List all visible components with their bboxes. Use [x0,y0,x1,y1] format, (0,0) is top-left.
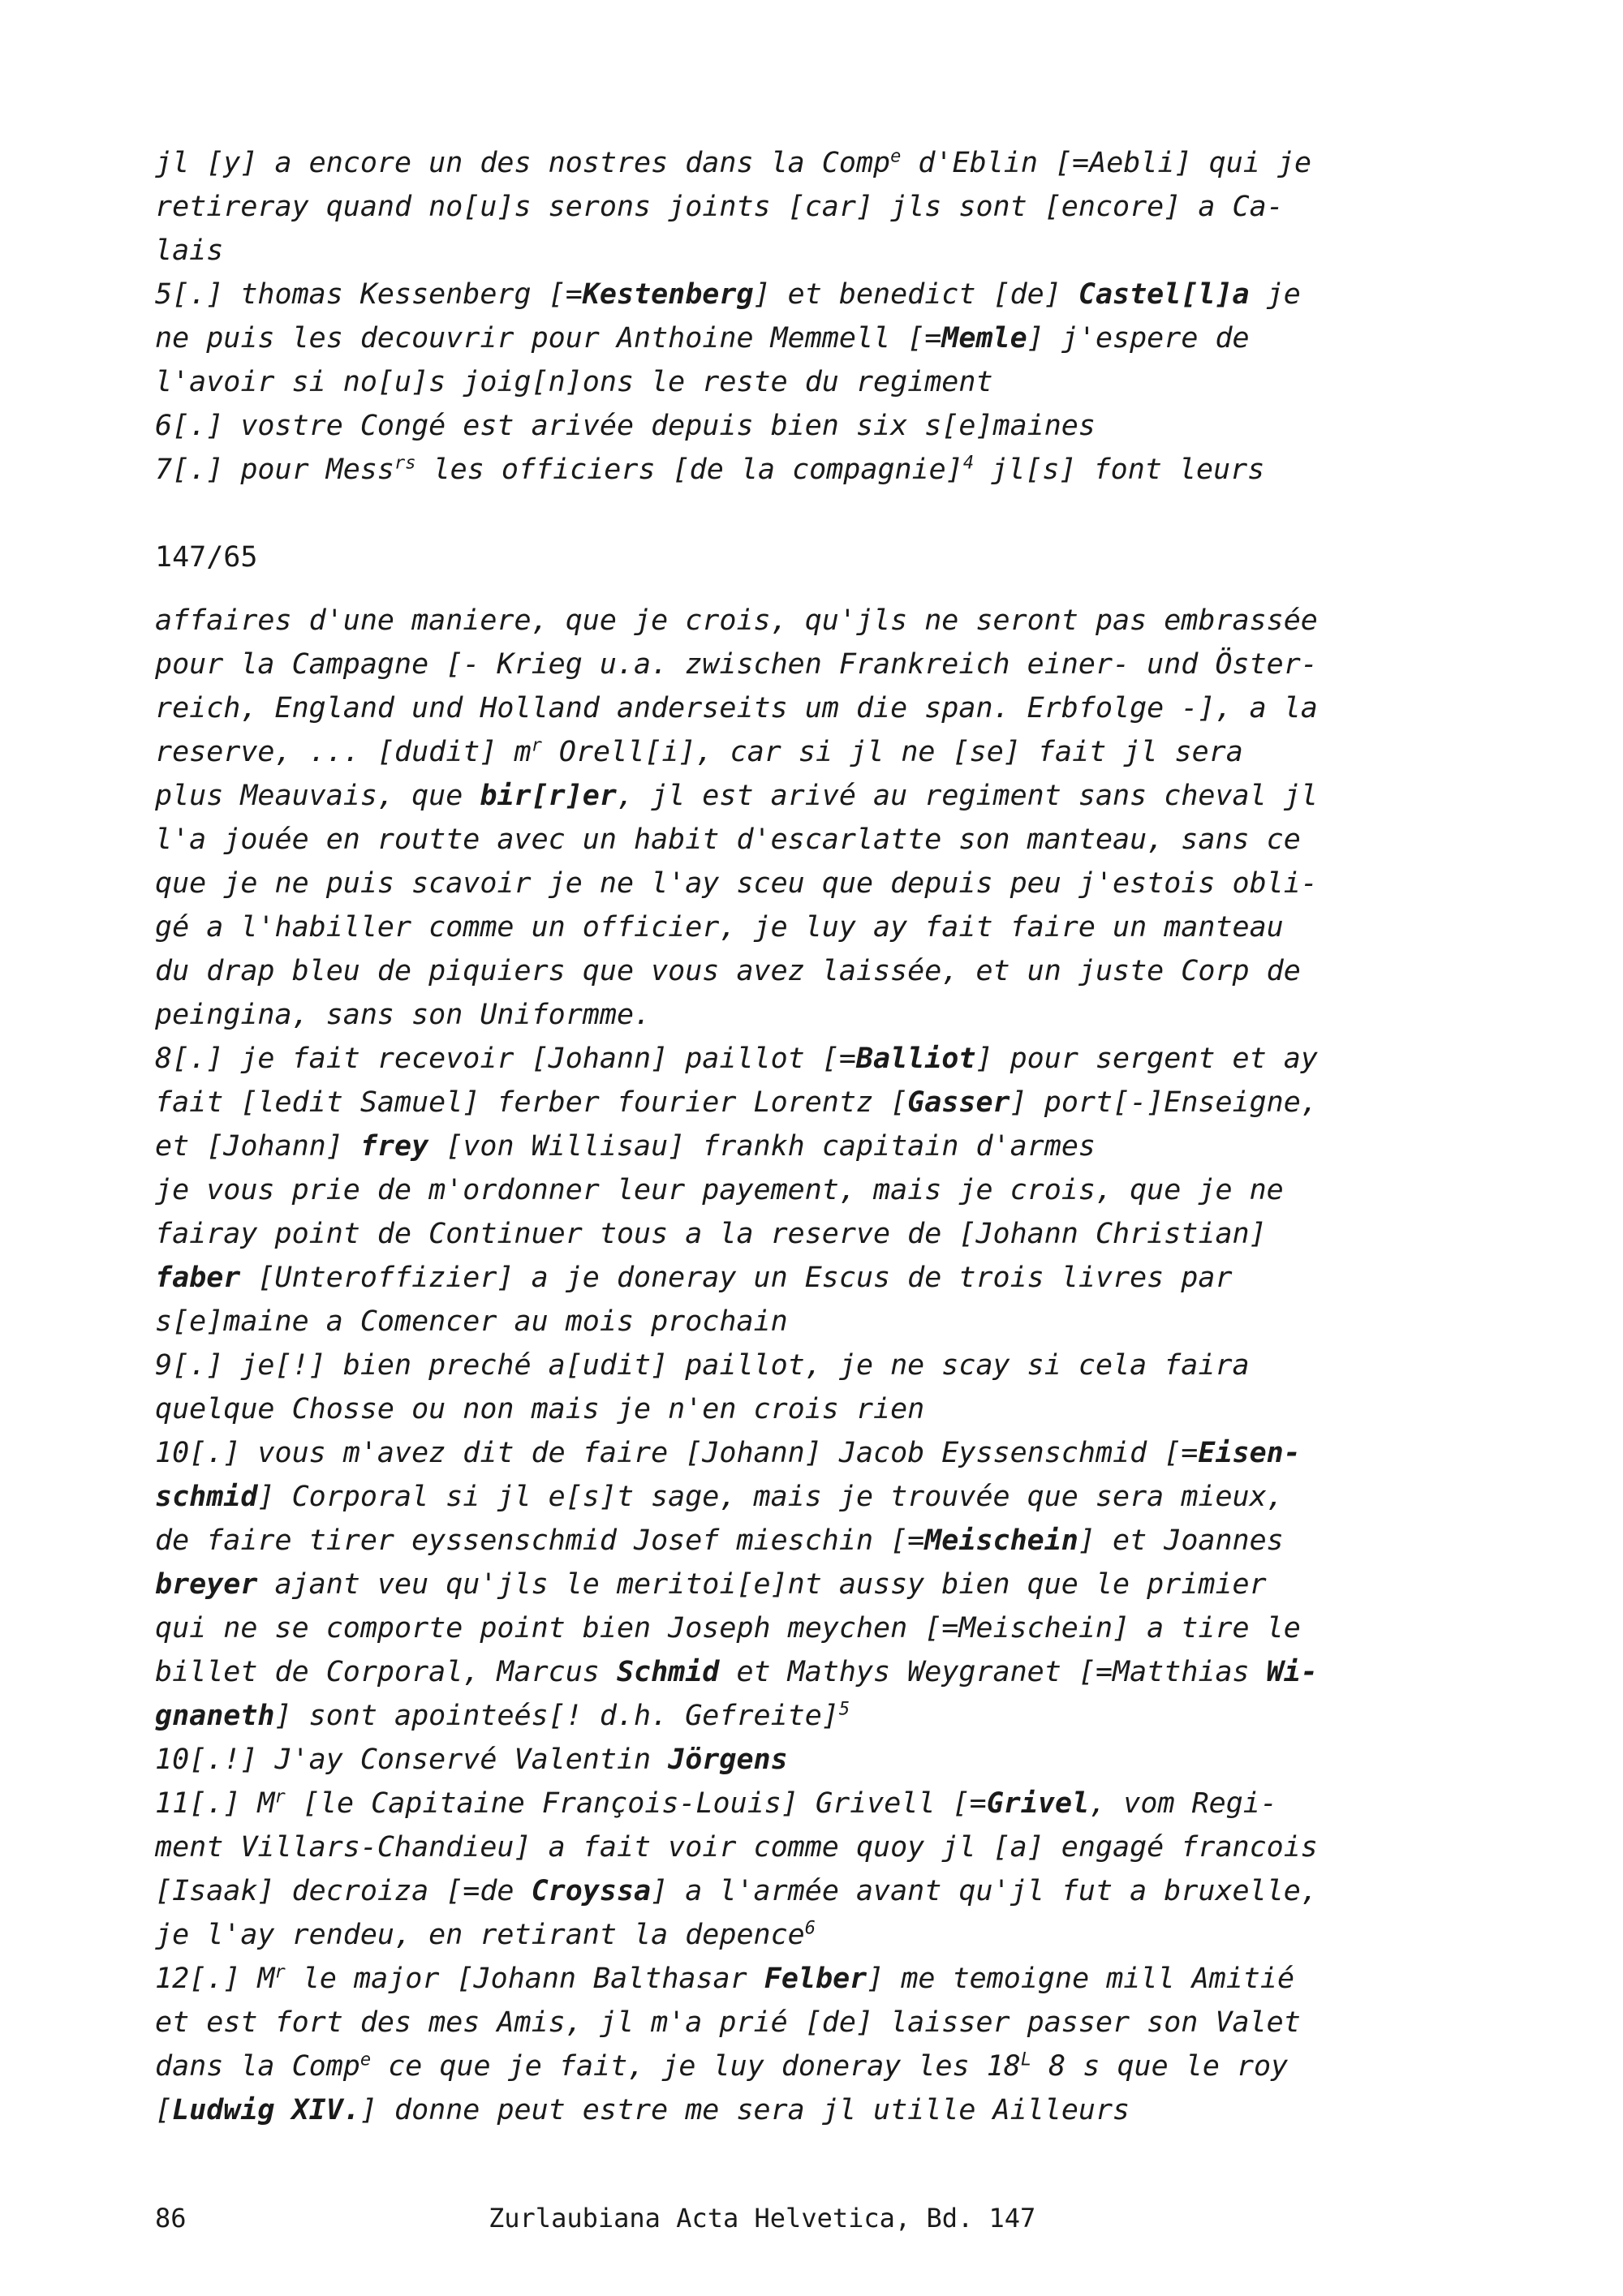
text-run: quelque Chosse ou non mais je n'en crois rien [155,1393,925,1425]
bold-name: bir[r]er [480,780,617,812]
text-line [155,818,1502,862]
text-run: et est fort des mes Amis, jl m'a prié [de] laisser passer son Valet [155,2006,1301,2039]
bold-name: Castel[l]a [1078,278,1250,311]
text-line [155,1212,1502,1256]
text-run: affaires d'une maniere, que je crois, qu'jls ne seront pas embrassée [155,604,1318,637]
text-line [155,1300,1502,1344]
text-run: et Mathys Weygranet [=Matthias [719,1656,1267,1688]
text-run: les officiers [de la compagnie] [415,454,963,486]
text-run: s[e]maine a Comencer au mois prochain [155,1305,788,1338]
text-run: [Unteroffizier] a je doneray un Escus de trois livres par [240,1262,1233,1294]
text-line [155,1782,1502,1825]
text-line [155,448,1502,492]
text-block-main [155,599,1502,2132]
text-run: que je ne puis scavoir je ne l'ay sceu que depuis peu j'estois obli- [155,867,1318,900]
superscript: r [274,1962,286,1983]
text-run: du drap bleu de piquiers que vous avez laissée, et un juste Corp de [155,955,1301,987]
text-run: 6[.] vostre Congé est arivée depuis bien six s[e]maines [155,410,1096,442]
text-run: lais [155,234,224,267]
text-line [155,1431,1502,1475]
text-run: 8 s que le roy [1031,2050,1289,2083]
text-line [155,1168,1502,1212]
bold-name: Felber [764,1963,867,1995]
text-run: , vom Regi- [1089,1787,1277,1820]
text-run: 10[.!] J'ay Conservé Valentin [155,1743,669,1776]
bold-name: schmid [155,1481,258,1513]
text-line [155,141,1502,185]
text-line [155,360,1502,404]
text-run: fairay point de Continuer tous a la reserve de [Johann Christian] [155,1218,1267,1250]
text-line [155,1913,1502,1957]
text-line [155,2088,1502,2132]
bold-name: Balliot [855,1043,976,1075]
text-line [155,686,1502,730]
text-line [155,316,1502,360]
text-run: 10[.] vous m'avez dit de faire [Johann] Jacob Eyssenschmid [= [155,1437,1199,1469]
text-line [155,404,1502,448]
text-run: ] sont apointeés[! d.h. Gefreite] [274,1700,839,1732]
text-line [155,1387,1502,1431]
text-run: [ [155,2094,173,2126]
bold-name: Kestenberg [582,278,754,311]
text-run: d'Eblin [=Aebli] qui je [901,147,1312,179]
superscript: L [1020,2049,1032,2070]
text-run: 12[.] M [155,1963,275,1995]
text-run: je vous prie de m'ordonner leur payement, mais je crois, que je ne [155,1174,1284,1206]
superscript: e [890,146,902,167]
text-line [155,1256,1502,1300]
text-run: ] et Joannes [1078,1524,1284,1557]
superscript: 6 [804,1918,816,1939]
bold-name: gnaneth [155,1700,275,1732]
text-line [155,1081,1502,1124]
text-line [155,273,1502,316]
superscript: 5 [838,1699,850,1720]
text-run: [le Capitaine François-Louis] Grivell [= [285,1787,987,1820]
text-run: 8[.] je fait recevoir [Johann] paillot [= [155,1043,856,1075]
text-run: , jl est arivé au regiment sans cheval jl [616,780,1318,812]
text-run: le major [Johann Balthasar [285,1963,764,1995]
text-run: peingina, sans son Uniformme. [155,999,652,1031]
folio-marker: 147/65 [155,541,258,574]
text-line [155,1869,1502,1913]
page-number: 86 [155,2203,187,2234]
text-line [155,2001,1502,2044]
text-run: billet de Corporal, Marcus [155,1656,617,1688]
text-run: 11[.] M [155,1787,275,1820]
bold-name: faber [155,1262,241,1294]
bold-name: Wi- [1266,1656,1318,1688]
text-line [155,1825,1502,1869]
text-line [155,1475,1502,1519]
superscript: r [274,1786,286,1808]
text-run: ment Villars-Chandieu] a fait voir comme quoy jl [a] engagé francois [155,1831,1318,1864]
bold-name: Eisen- [1198,1437,1301,1469]
text-line [155,1037,1502,1081]
text-line [155,599,1502,643]
text-run: ] a l'armée avant qu'jl fut a bruxelle, [651,1875,1318,1907]
superscript: 4 [962,453,975,474]
text-line [155,1124,1502,1168]
superscript: e [359,2049,372,2070]
text-line [155,862,1502,905]
text-run: ] donne peut estre me sera jl utille Ailleurs [359,2094,1130,2126]
text-run: et [Johann] [155,1130,360,1163]
text-run: ] port[-]Enseigne, [1010,1086,1318,1119]
text-line [155,1563,1502,1606]
text-line [155,993,1502,1037]
text-run: qui ne se comporte point bien Joseph meychen [=Meischein] a tire le [155,1612,1301,1645]
text-run: ] Corporal si jl e[s]t sage, mais je trouvée que sera mieux, [257,1481,1284,1513]
bold-name: Ludwig XIV. [172,2094,360,2126]
text-run: retireray quand no[u]s serons joints [car] jls sont [encore] a Ca- [155,191,1284,223]
text-line [155,1957,1502,2001]
text-line [155,1519,1502,1563]
text-run: [Isaak] decroiza [=de [155,1875,532,1907]
text-line [155,1694,1502,1738]
bold-name: Schmid [616,1656,720,1688]
text-line [155,1650,1502,1694]
text-run: je l'ay rendeu, en retirant la depence [155,1919,805,1951]
text-line [155,949,1502,993]
text-run: gé a l'habiller comme un officier, je luy ay fait faire un manteau [155,911,1284,944]
text-line [155,730,1502,774]
text-run: dans la Comp [155,2050,360,2083]
text-run: ajant veu qu'jls le meritoi[e]nt aussy bien que le primier [257,1568,1267,1601]
text-line [155,905,1502,949]
text-run: ] me temoigne mill Amitié [867,1963,1295,1995]
text-run: plus Meauvais, que [155,780,480,812]
text-run: 5[.] thomas Kessenberg [= [155,278,583,311]
text-run: Orell[i], car si jl ne [se] fait jl sera [541,736,1243,768]
text-run: ] j'espere de [1027,322,1250,355]
text-block-top [155,141,1502,492]
bold-name: Grivel [986,1787,1090,1820]
bold-name: frey [359,1130,429,1163]
text-run: pour la Campagne [- Krieg u.a. zwischen Frankreich einer- und Öster- [155,648,1318,681]
bold-name: Croyssa [531,1875,652,1907]
text-run: je [1249,278,1301,311]
text-run: 9[.] je[!] bien preché a[udit] paillot, je ne scay si cela faira [155,1349,1250,1382]
text-run: jl[s] font leurs [974,454,1265,486]
text-run: ne puis les decouvrir pour Anthoine Memmell [= [155,322,942,355]
bold-name: Memle [941,322,1027,355]
bold-name: breyer [155,1568,258,1601]
text-run: ce que je fait, je luy doneray les 18 [371,2050,1021,2083]
text-line [155,1606,1502,1650]
superscript: rs [394,453,416,474]
text-run: l'avoir si no[u]s joig[n]ons le reste du regiment [155,366,993,398]
text-run: jl [y] a encore un des nostres dans la Comp [155,147,891,179]
text-run: de faire tirer eyssenschmid Josef mieschin [= [155,1524,925,1557]
text-line [155,774,1502,818]
text-run: ] pour sergent et ay [975,1043,1318,1075]
bold-name: Gasser [907,1086,1010,1119]
text-run: fait [ledit Samuel] ferber fourier Lorentz [ [155,1086,908,1119]
text-line [155,185,1502,229]
superscript: r [531,735,542,756]
text-run: 7[.] pour Mess [155,454,395,486]
text-run: ] et benedict [de] [753,278,1078,311]
text-run: reserve, ... [dudit] m [155,736,532,768]
text-run: l'a jouée en routte avec un habit d'escarlatte son manteau, sans ce [155,823,1301,856]
bold-name: Jörgens [668,1743,788,1776]
text-line [155,2044,1502,2088]
text-run: [von Willisau] frankh capitain d'armes [428,1130,1096,1163]
text-line [155,229,1502,273]
bold-name: Meischein [924,1524,1078,1557]
text-line [155,643,1502,686]
text-line [155,1738,1502,1782]
running-title: Zurlaubiana Acta Helvetica, Bd. 147 [489,2203,1036,2234]
text-line [155,1344,1502,1387]
text-run: reich, England und Holland anderseits um die span. Erbfolge -], a la [155,692,1318,724]
